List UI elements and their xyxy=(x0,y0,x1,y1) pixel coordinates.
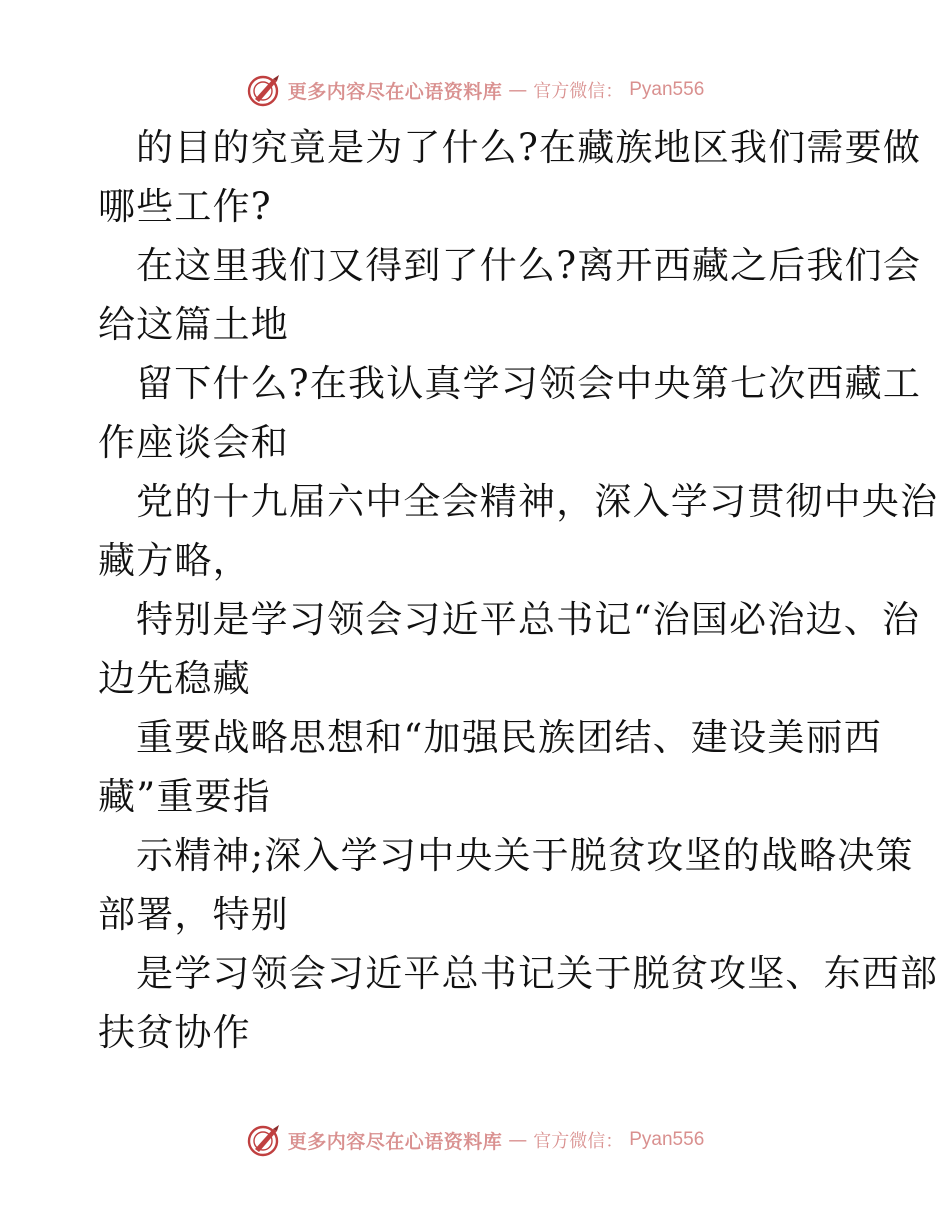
footer-watermark xyxy=(0,1120,950,1160)
watermark-dash: — xyxy=(508,79,528,101)
body-line: 部署，特别 xyxy=(98,893,289,936)
watermark-sub-text: 官方微信： xyxy=(533,1131,624,1152)
watermark-main-text: 更多内容尽在心语资料库 xyxy=(287,1130,503,1153)
body-line: 哪些工作? xyxy=(98,185,272,228)
watermark-wechat-id: Pyan556 xyxy=(629,79,705,100)
body-line: 作座谈会和 xyxy=(98,421,289,464)
body-line: 示精神;深入学习中央关于脱贫攻坚的战略决策 xyxy=(136,834,914,877)
body-line: 在这里我们又得到了什么?离开西藏之后我们会 xyxy=(136,244,922,287)
body-line: 藏方略， xyxy=(98,539,251,582)
body-line: 重要战略思想和“加强民族团结、建设美丽西 xyxy=(136,716,882,759)
body-line: 的目的究竟是为了什么?在藏族地区我们需要做 xyxy=(136,126,922,169)
body-line: 特别是学习领会习近平总书记“治国必治边、治 xyxy=(136,598,921,641)
header-watermark xyxy=(0,70,950,110)
watermark-sub-text: 官方微信： xyxy=(533,81,624,102)
pen-logo-icon xyxy=(246,1122,282,1158)
document-body xyxy=(98,118,939,1062)
body-line: 党的十九届六中全会精神，深入学习贯彻中央治 xyxy=(136,480,939,523)
body-line: 边先稳藏 xyxy=(98,657,251,700)
body-line: 是学习领会习近平总书记关于脱贫攻坚、东西部 xyxy=(136,952,939,995)
watermark-dash: — xyxy=(508,1129,528,1151)
watermark-main-text: 更多内容尽在心语资料库 xyxy=(287,80,503,103)
pen-logo-icon xyxy=(246,72,282,108)
body-line: 扶贫协作 xyxy=(98,1011,251,1054)
body-line: 留下什么?在我认真学习领会中央第七次西藏工 xyxy=(136,362,922,405)
body-line: 给这篇土地 xyxy=(98,303,289,346)
watermark-wechat-id: Pyan556 xyxy=(629,1129,705,1150)
body-line: 藏”重要指 xyxy=(98,775,271,818)
